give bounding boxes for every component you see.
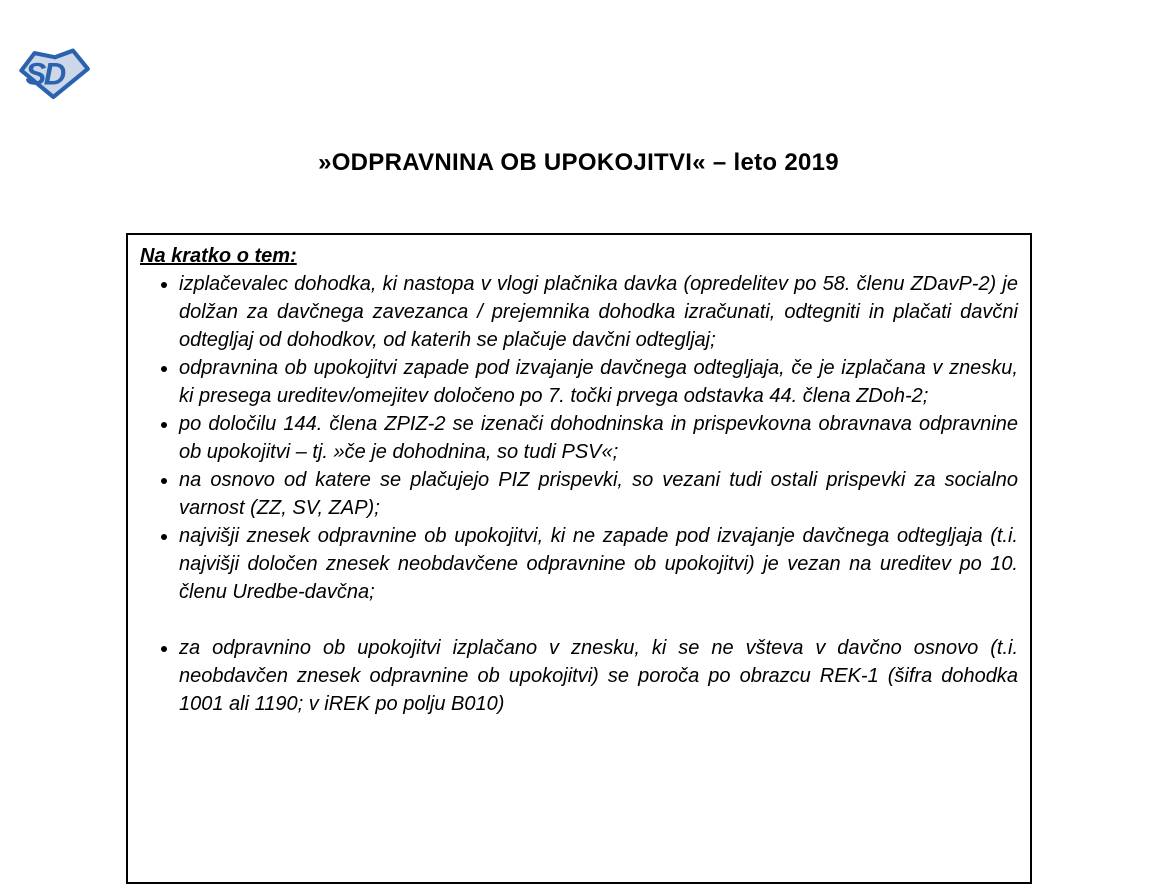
bullet-item: • izplačevalec dohodka, ki nastopa v vlogi plačnika davka (opredelitev po 58. členu ZDavP-2) je dolžan za davčnega zavezanca / prejemnika dohodka izračunati, odtegniti in plačati davčni odtegljaj od dohodkov, od katerih se plačuje davčni odtegljaj;	[179, 270, 1018, 354]
bullet-item: • za odpravnino ob upokojitvi izplačano v znesku, ki se ne všteva v davčno osnovo (t.i. neobdavčen znesek odpravnine ob upokojitvi) se poroča po obrazcu REK-1 (šifra dohodka 1001 ali 1190; v iREK po polju B010)	[179, 634, 1018, 718]
summary-box	[126, 233, 1032, 884]
bullet-item: • po določilu 144. člena ZPIZ-2 se izenači dohodninska in prispevkovna obravnava odpravnine ob upokojitvi – tj. »če je dohodnina, so tudi PSV«;	[179, 410, 1018, 466]
bullet-list	[140, 270, 1018, 718]
sd-logo	[14, 44, 96, 102]
shield-icon	[14, 44, 96, 102]
bullet-item: • odpravnina ob upokojitvi zapade pod izvajanje davčnega odtegljaja, če je izplačana v znesku, ki presega ureditev/omejitev določeno po 7. točki prvega odstavka 44. člena ZDoh-2;	[179, 354, 1018, 410]
logo-letters: SD	[25, 56, 64, 92]
box-heading: Na kratko o tem:	[140, 245, 297, 267]
bullet-item: • najvišji znesek odpravnine ob upokojitvi, ki ne zapade pod izvajanje davčnega odtegljaja (t.i. najvišji določen znesek neobdavčene odpravnine ob upokojitvi) je vezan na ureditev po 10. členu Uredbe-davčna;	[179, 522, 1018, 606]
bullet-item: • na osnovo od katere se plačujejo PIZ prispevki, so vezani tudi ostali prispevki za socialno varnost (ZZ, SV, ZAP);	[179, 466, 1018, 522]
page-title: »ODPRAVNINA OB UPOKOJITVI« – leto 2019	[318, 149, 839, 176]
